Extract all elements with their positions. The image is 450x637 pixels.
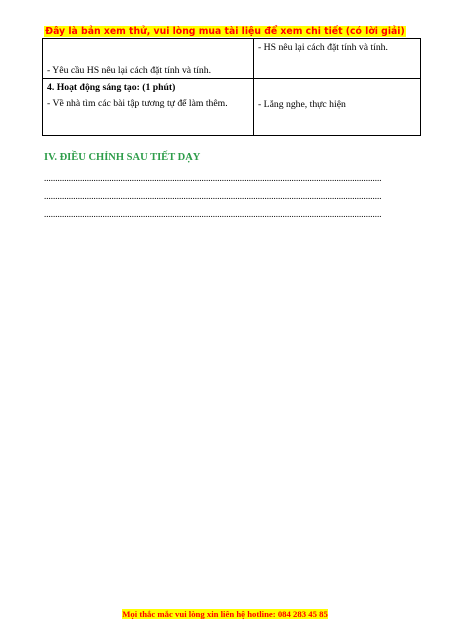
lesson-table	[42, 38, 421, 136]
student-activity-cell	[254, 79, 421, 136]
student-activity-cell	[254, 39, 421, 79]
section-title: IV. ĐIỀU CHỈNH SAU TIẾT DẠY	[44, 152, 201, 163]
activity-heading: 4. Hoạt động sáng tạo: (1 phút)	[47, 82, 176, 93]
teacher-activity-cell	[43, 39, 254, 79]
preview-banner	[0, 21, 450, 39]
table-row	[43, 39, 421, 79]
dotted-line: ......................................................................................................................................................	[44, 173, 382, 183]
teacher-activity-text: - Về nhà tìm các bài tập tương tự để làm thêm.	[47, 98, 228, 109]
student-activity-text: - Lắng nghe, thực hiện	[258, 99, 346, 110]
dotted-line: ......................................................................................................................................................	[44, 209, 382, 219]
teacher-activity-cell	[43, 79, 254, 136]
preview-banner-text: Đây là bản xem thử, vui lòng mua tài liệu để xem chi tiết (có lời giải)	[45, 26, 405, 37]
table-row	[43, 79, 421, 136]
dotted-line: ......................................................................................................................................................	[44, 191, 382, 201]
teacher-activity-text: - Yêu cầu HS nêu lại cách đặt tính và tính.	[47, 65, 212, 76]
student-activity-text: - HS nêu lại cách đặt tính và tính.	[258, 42, 388, 53]
hotline-text: Mọi thắc mắc vui lòng xin liên hệ hotline: 084 283 45 85	[122, 609, 328, 619]
hotline-footer	[0, 604, 450, 622]
